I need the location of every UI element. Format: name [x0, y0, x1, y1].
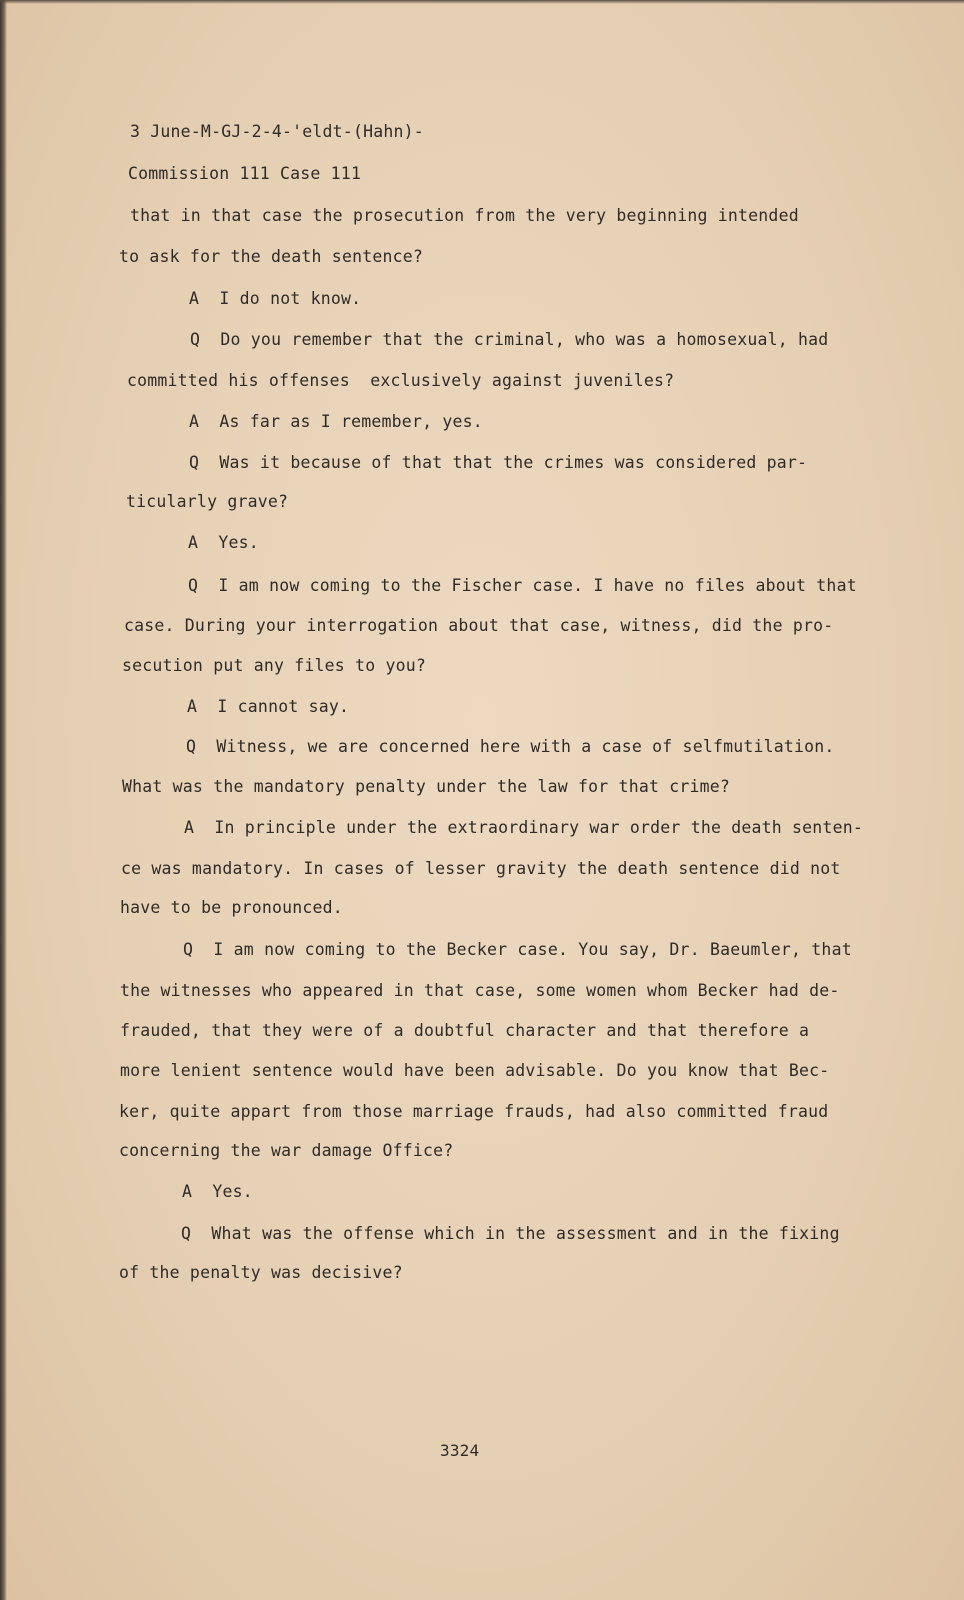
- answer-line: A In principle under the extraordinary war order the death senten-: [184, 818, 863, 837]
- page-top-edge: [0, 0, 964, 4]
- text-line: more lenient sentence would have been advisable. Do you know that Bec-: [120, 1061, 830, 1080]
- text-line: to ask for the death sentence?: [119, 247, 424, 266]
- text-line: the witnesses who appeared in that case, some women whom Becker had de-: [120, 981, 840, 1000]
- header-case-line: Commission 111 Case 111: [128, 164, 362, 183]
- text-line: have to be pronounced.: [120, 898, 343, 917]
- question-line: Q Was it because of that that the crimes was considered par-: [189, 453, 808, 472]
- page-edge-shadow: [0, 0, 7, 1600]
- question-line: Q Do you remember that the criminal, who was a homosexual, had: [190, 330, 829, 349]
- header-session-line: 3 June-M-GJ-2-4-'eldt-(Hahn)-: [130, 122, 424, 141]
- answer-line: A Yes.: [188, 533, 259, 552]
- page-number: 3324: [440, 1441, 480, 1460]
- question-line: Q Witness, we are concerned here with a case of selfmutilation.: [186, 737, 835, 756]
- text-line: concerning the war damage Office?: [119, 1141, 454, 1160]
- text-line: case. During your interrogation about that case, witness, did the pro-: [124, 616, 834, 635]
- text-line: ker, quite appart from those marriage frauds, had also committed fraud: [119, 1102, 829, 1121]
- answer-line: A Yes.: [182, 1182, 253, 1201]
- answer-line: A I cannot say.: [187, 697, 350, 716]
- answer-line: A I do not know.: [189, 289, 362, 308]
- text-line: What was the mandatory penalty under the law for that crime?: [122, 777, 731, 796]
- text-line: secution put any files to you?: [122, 656, 427, 675]
- text-line: ticularly grave?: [126, 492, 289, 511]
- question-line: Q I am now coming to the Fischer case. I have no files about that: [188, 576, 857, 595]
- text-line: committed his offenses exclusively against juveniles?: [127, 371, 675, 390]
- text-line: of the penalty was decisive?: [119, 1263, 403, 1282]
- text-line: ce was mandatory. In cases of lesser gravity the death sentence did not: [121, 859, 841, 878]
- answer-line: A As far as I remember, yes.: [189, 412, 483, 431]
- text-line: that in that case the prosecution from the very beginning intended: [130, 206, 799, 225]
- text-line: frauded, that they were of a doubtful character and that therefore a: [120, 1021, 810, 1040]
- question-line: Q What was the offense which in the assessment and in the fixing: [181, 1224, 840, 1243]
- question-line: Q I am now coming to the Becker case. You say, Dr. Baeumler, that: [183, 940, 852, 959]
